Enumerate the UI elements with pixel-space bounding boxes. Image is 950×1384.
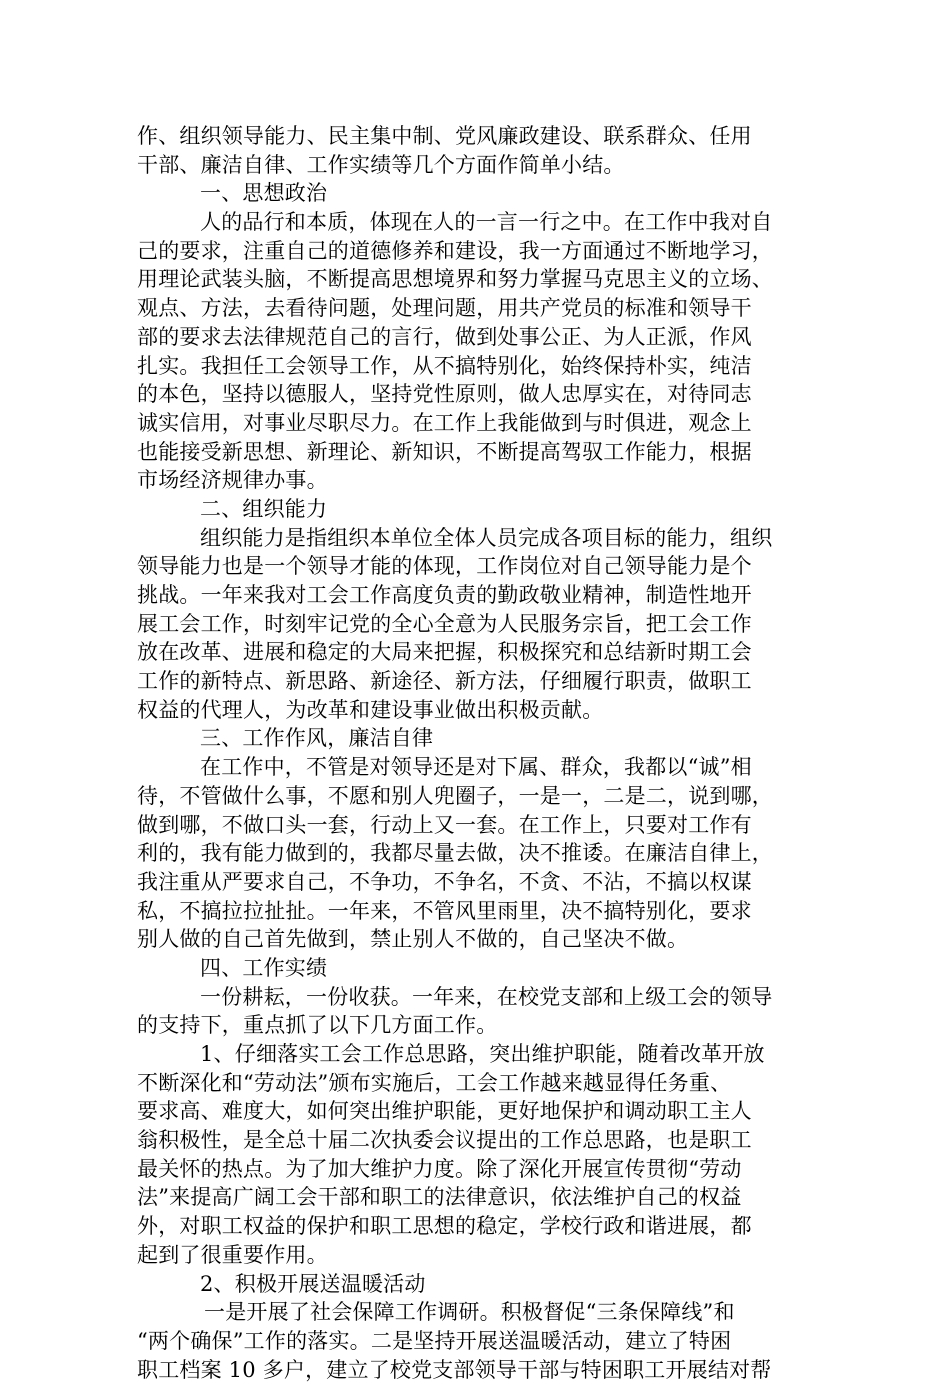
paragraph-first-line: 一份耕耘，一份收获。一年来，在校党支部和上级工会的领导 <box>200 984 773 1009</box>
text-line: 翁积极性，是全总十届二次执委会议提出的工作总思路，也是职工 <box>137 1128 752 1153</box>
section-heading: 二、组织能力 <box>200 496 328 521</box>
text-line: 工作的新特点、新思路、新途径、新方法，仔细履行职责，做职工 <box>137 669 752 694</box>
text-line: 做到哪，不做口头一套，行动上又一套。在工作上，只要对工作有 <box>137 812 752 837</box>
text-line: 作、组织领导能力、民主集中制、党风廉政建设、联系群众、任用 <box>137 124 752 148</box>
text-line: 扎实。我担任工会领导工作，从不搞特别化，始终保持朴实，纯洁 <box>137 353 752 378</box>
text-line: 要求高、难度大，如何突出维护职能，更好地保护和调动职工主人 <box>137 1099 752 1124</box>
text-line: 己的要求，注重自己的道德修养和建设，我一方面通过不断地学习， <box>137 238 773 263</box>
paragraph-first-line: 一是开展了社会保障工作调研。积极督促“三条保障线”和 <box>204 1300 735 1325</box>
text-line: 私，不搞拉拉扯扯。一年来，不管风里雨里，决不搞特别化，要求 <box>137 898 752 923</box>
document-body <box>137 122 827 1384</box>
text-line: 干部、廉洁自律、工作实绩等几个方面作简单小结。 <box>137 152 625 177</box>
section-heading: 2、积极开展送温暖活动 <box>200 1271 426 1296</box>
text-line: 不断深化和“劳动法”颁布实施后，工会工作越来越显得任务重、 <box>137 1070 732 1095</box>
text-line: 市场经济规律办事。 <box>137 468 328 493</box>
paragraph-first-line: 1、仔细落实工会工作总思路，突出维护职能，随着改革开放 <box>200 1042 765 1066</box>
text-line: 挑战。一年来我对工会工作高度负责的勤政敬业精神，制造性地开 <box>137 583 752 607</box>
text-line: 用理论武装头脑，不断提高思想境界和努力掌握马克思主义的立场、 <box>137 267 773 292</box>
text-line: 部的要求去法律规范自己的言行，做到处事公正、为人正派，作风 <box>137 324 752 349</box>
section-heading: 一、思想政治 <box>200 181 328 206</box>
text-line: 也能接受新思想、新理论、新知识，不断提高驾驭工作能力，根据 <box>137 439 752 464</box>
text-line: 权益的代理人，为改革和建设事业做出积极贡献。 <box>137 697 604 722</box>
text-line: 诚实信用，对事业尽职尽力。在工作上我能做到与时俱进，观念上 <box>137 410 752 435</box>
section-heading: 三、工作作风，廉洁自律 <box>200 726 434 751</box>
section-heading: 四、工作实绩 <box>200 955 328 980</box>
paragraph-first-line: 在工作中，不管是对领导还是对下属、群众，我都以“诚”相 <box>200 755 752 780</box>
text-line: 的本色，坚持以德服人，坚持党性原则，做人忠厚实在，对待同志 <box>137 382 752 407</box>
text-line: 法”来提高广阔工会干部和职工的法律意识，依法维护自己的权益 <box>137 1185 742 1210</box>
text-line: 起到了很重要作用。 <box>137 1242 328 1267</box>
text-line: 职工档案 10 多户，建立了校党支部领导干部与特困职工开展结对帮 <box>137 1357 772 1382</box>
text-line: 观点、方法，去看待问题，处理问题，用共产党员的标准和领导干 <box>137 296 752 321</box>
text-line: 待，不管做什么事，不愿和别人兜圈子，一是一，二是二，说到哪， <box>137 783 773 808</box>
text-line: 外，对职工权益的保护和职工思想的稳定，学校行政和谐进展，都 <box>137 1214 752 1239</box>
text-line: 最关怀的热点。为了加大维护力度。除了深化开展宣传贯彻“劳动 <box>137 1156 742 1181</box>
text-line: 利的，我有能力做到的，我都尽量去做，决不推诿。在廉洁自律上， <box>137 841 773 866</box>
text-line: 别人做的自己首先做到，禁止别人不做的，自己坚决不做。 <box>137 927 689 952</box>
paragraph-first-line: 人的品行和本质，体现在人的一言一行之中。在工作中我对自 <box>200 210 773 235</box>
text-line: 领导能力也是一个领导才能的体现，工作岗位对自己领导能力是个 <box>137 554 752 579</box>
text-line: 我注重从严要求自己，不争功，不争名，不贪、不沾，不搞以权谋 <box>137 869 752 894</box>
text-line: 展工会工作，时刻牢记党的全心全意为人民服务宗旨，把工会工作 <box>137 611 752 636</box>
text-line: 的支持下，重点抓了以下几方面工作。 <box>137 1013 498 1038</box>
paragraph-first-line: 组织能力是指组织本单位全体人员完成各项目标的能力，组织 <box>200 525 773 550</box>
text-line: “两个确保”工作的落实。二是坚持开展送温暖活动，建立了特困 <box>137 1328 732 1353</box>
text-line: 放在改革、进展和稳定的大局来把握，积极探究和总结新时期工会 <box>137 640 752 665</box>
